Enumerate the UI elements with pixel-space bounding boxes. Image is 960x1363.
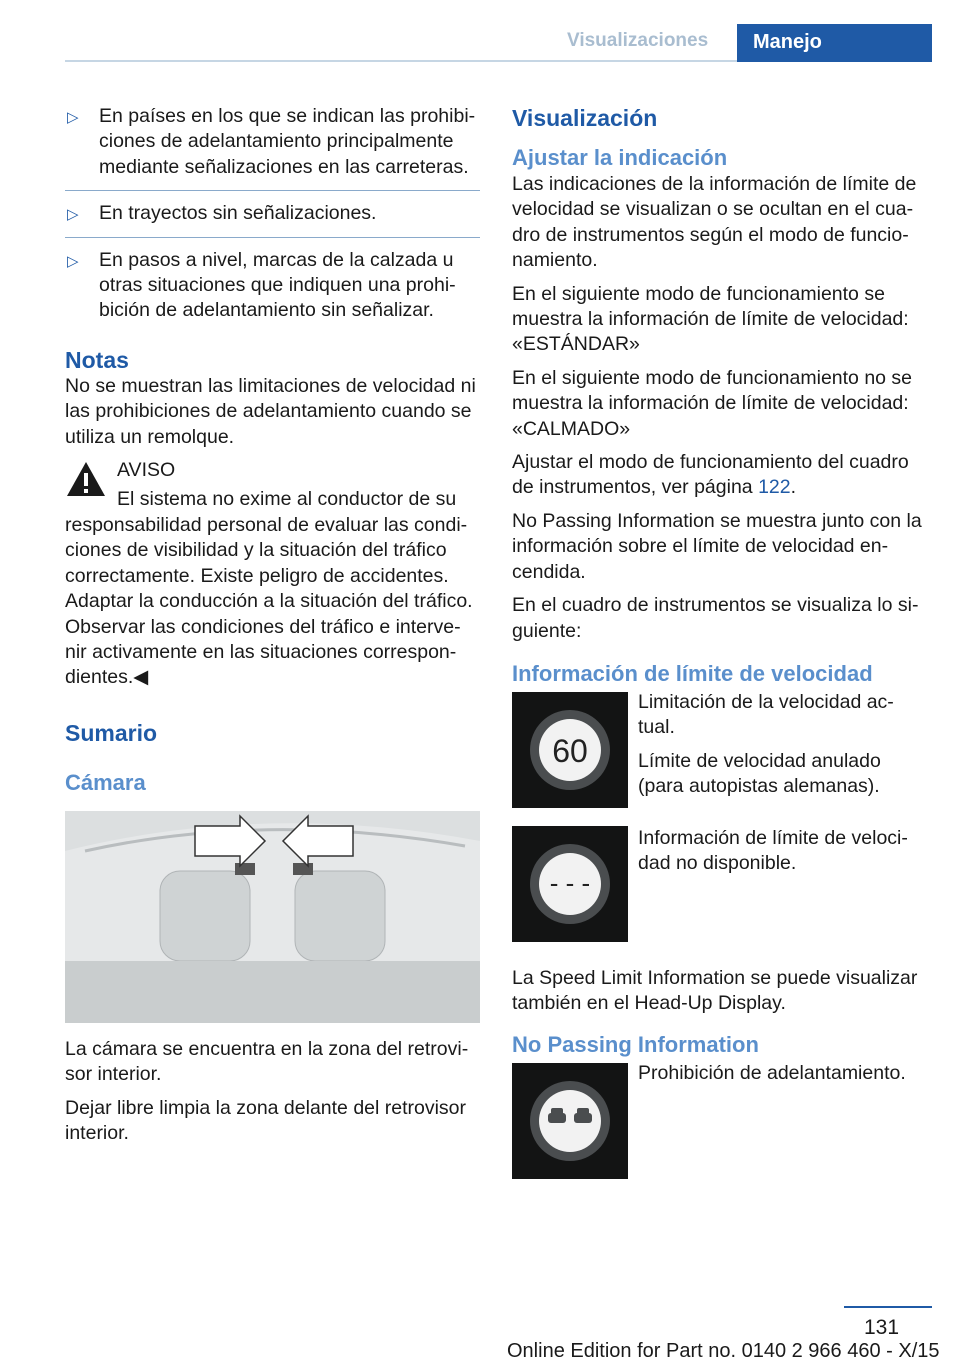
- bullet-triangle-icon: ▷: [67, 109, 79, 126]
- sign-text: Prohibición de adelantamiento.: [638, 1061, 906, 1084]
- speed-limit-60-sign: [512, 692, 628, 808]
- camera-text-2: Dejar libre limpia la zona delante del retrovisor interior.: [65, 1096, 467, 1144]
- camera-illustration: [65, 811, 480, 1023]
- sign-description: [638, 1061, 927, 1086]
- paragraph: En el siguiente modo de funcionamiento no se muestra la información de límite de velocidad: «CALMADO»: [512, 366, 913, 440]
- list-item: [65, 248, 480, 324]
- right-column: [512, 104, 927, 1181]
- paragraph-text: Ajustar el modo de funcionamiento del cuadro de instrumentos, ver página: [512, 451, 909, 499]
- chapter-tab[interactable]: Manejo: [737, 24, 932, 62]
- bullet-triangle-icon: ▷: [67, 206, 79, 224]
- sign-value: 60: [552, 732, 588, 769]
- sign-text-b: Límite de velocidad anulado (para autopistas alemanas).: [638, 749, 881, 798]
- bullet-triangle-icon: ▷: [67, 252, 79, 270]
- list-item: [65, 201, 480, 226]
- sign-description: [638, 690, 927, 800]
- paragraph: En el cuadro de instrumentos se visualiza lo si-guiente:: [512, 594, 919, 642]
- page-number: 131: [864, 1316, 900, 1339]
- camera-text-1: La cámara se encuentra en la zona del retrovi-sor interior.: [65, 1037, 469, 1086]
- speed-unavailable-sign: [512, 826, 628, 942]
- divider: [65, 190, 480, 191]
- sign-description: [638, 826, 927, 877]
- notes-text: No se muestran las limitaciones de velocidad ni las prohibiciones de adelantamiento cuando se utiliza un remolque.: [65, 374, 476, 448]
- footer-rule: [844, 1306, 932, 1308]
- camera-heading: Cámara: [65, 769, 146, 795]
- paragraph: No Passing Information se muestra junto con la información sobre el límite de velocidad en-cendida.: [512, 509, 922, 583]
- summary-heading: Sumario: [65, 719, 158, 746]
- no-passing-sign-row: [512, 1061, 927, 1181]
- warning-text: El sistema no exime al conductor de su responsabilidad personal de evaluar las condi-ciones de visibilidad y la situación del tráfico correctamente. Existe peligro de accidentes. Adaptar la conducción a la situación del tráfico. Observar las condiciones del tráfico e interve-nir activamente en las situaciones correspon-dientes.◀: [65, 488, 473, 689]
- speed-sign-row: [512, 690, 927, 818]
- list-item: [65, 104, 480, 180]
- hud-text: La Speed Limit Information se puede visualizar también en el Head-Up Display.: [512, 966, 918, 1015]
- warning-icon: [65, 460, 107, 498]
- section-tab[interactable]: Visualizaciones: [567, 30, 709, 51]
- paragraph: [512, 450, 927, 501]
- display-heading: Visualización: [512, 105, 658, 131]
- paragraph: Las indicaciones de la información de límite de velocidad se visualizan o se ocultan en el cua-dro de instrumentos según el modo de funcio-namiento.: [512, 173, 917, 272]
- car-interior-image: [65, 811, 480, 1023]
- notes-heading: Notas: [65, 346, 129, 373]
- adjust-heading: Ajustar la indicación: [512, 145, 728, 170]
- sign-text-a: Limitación de la velocidad ac-tual.: [638, 690, 894, 739]
- no-data-sign-row: [512, 826, 927, 962]
- divider: [65, 237, 480, 238]
- list-item-text: En pasos a nivel, marcas de la calzada u otras situaciones que indiquen una prohi-bición de adelantamiento sin señalizar.: [99, 248, 456, 322]
- paragraph-end: .: [790, 476, 797, 499]
- list-item-text: En países en los que se indican las prohibi-ciones de adelantamiento principalmente mediante señalizaciones en las carreteras.: [99, 105, 476, 178]
- sign-text: Información de límite de veloci-dad no disponible.: [638, 826, 908, 875]
- sign-value: - - -: [549, 867, 591, 898]
- paragraph: En el siguiente modo de funcionamiento se muestra la información de límite de velocidad: «ESTÁNDAR»: [512, 282, 909, 356]
- warning-block: [65, 458, 480, 691]
- edition-note: Online Edition for Part no. 0140 2 966 460 - X/15: [507, 1340, 940, 1362]
- no-passing-sign: [512, 1063, 628, 1179]
- no-passing-heading: No Passing Information: [512, 1031, 759, 1057]
- page-link[interactable]: 122: [758, 476, 791, 499]
- speed-limit-heading: Información de límite de velocidad: [512, 660, 873, 686]
- warning-title: AVISO: [117, 459, 176, 482]
- left-column: [65, 104, 480, 1154]
- list-item-text: En trayectos sin señalizaciones.: [99, 202, 377, 225]
